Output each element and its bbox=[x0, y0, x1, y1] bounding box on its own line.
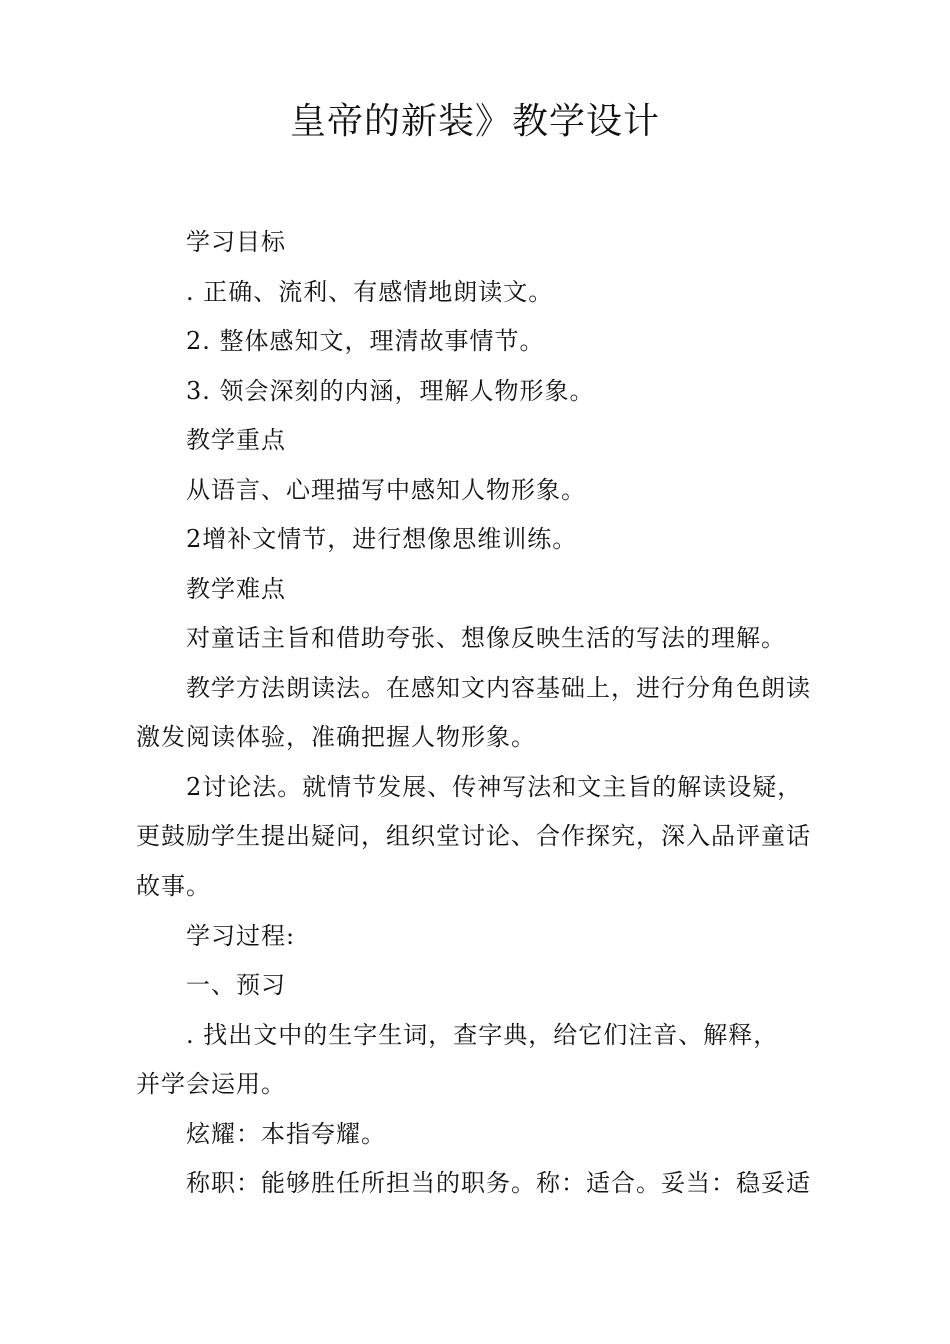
preview-item-line-2: 并学会运用。 bbox=[136, 1070, 286, 1098]
focus-item-1: 从语言、心理描写中感知人物形象。 bbox=[186, 476, 586, 504]
vocab-xuanyao: 炫耀：本指夸耀。 bbox=[186, 1120, 386, 1148]
discussion-paragraph-line-1: 2讨论法。就情节发展、传神写法和文主旨的解读设疑， bbox=[186, 773, 803, 801]
heading-learning-process: 学习过程: bbox=[186, 922, 296, 950]
heading-teaching-difficulty: 教学难点 bbox=[186, 575, 286, 603]
vocab-chenzhi: 称职：能够胜任所担当的职务。称：适合。妥当：稳妥适 bbox=[186, 1169, 811, 1197]
heading-teaching-focus: 教学重点 bbox=[186, 426, 286, 454]
heading-preview: 一、预习 bbox=[186, 971, 286, 999]
goal-item-1: . 正确、流利、有感情地朗读文。 bbox=[186, 278, 554, 306]
method-paragraph-line-1: 教学方法朗读法。在感知文内容基础上，进行分角色朗读 bbox=[186, 674, 811, 702]
heading-learning-goals: 学习目标 bbox=[186, 228, 286, 256]
difficulty-item: 对童话主旨和借助夸张、想像反映生活的写法的理解。 bbox=[186, 624, 786, 652]
discussion-paragraph-line-3: 故事。 bbox=[136, 872, 211, 900]
method-paragraph-line-2: 激发阅读体验，准确把握人物形象。 bbox=[136, 723, 536, 751]
document-title: 皇帝的新装》教学设计 bbox=[289, 101, 660, 142]
focus-item-2: 2增补文情节，进行想像思维训练。 bbox=[186, 525, 578, 553]
discussion-paragraph-line-2: 更鼓励学生提出疑问，组织堂讨论、合作探究，深入品评童话 bbox=[136, 822, 811, 850]
goal-item-2: 2. 整体感知文，理清故事情节。 bbox=[186, 327, 545, 355]
preview-item-line-1: . 找出文中的生字生词，查字典，给它们注音、解释， bbox=[186, 1021, 779, 1049]
goal-item-3: 3. 领会深刻的内涵，理解人物形象。 bbox=[186, 377, 595, 405]
